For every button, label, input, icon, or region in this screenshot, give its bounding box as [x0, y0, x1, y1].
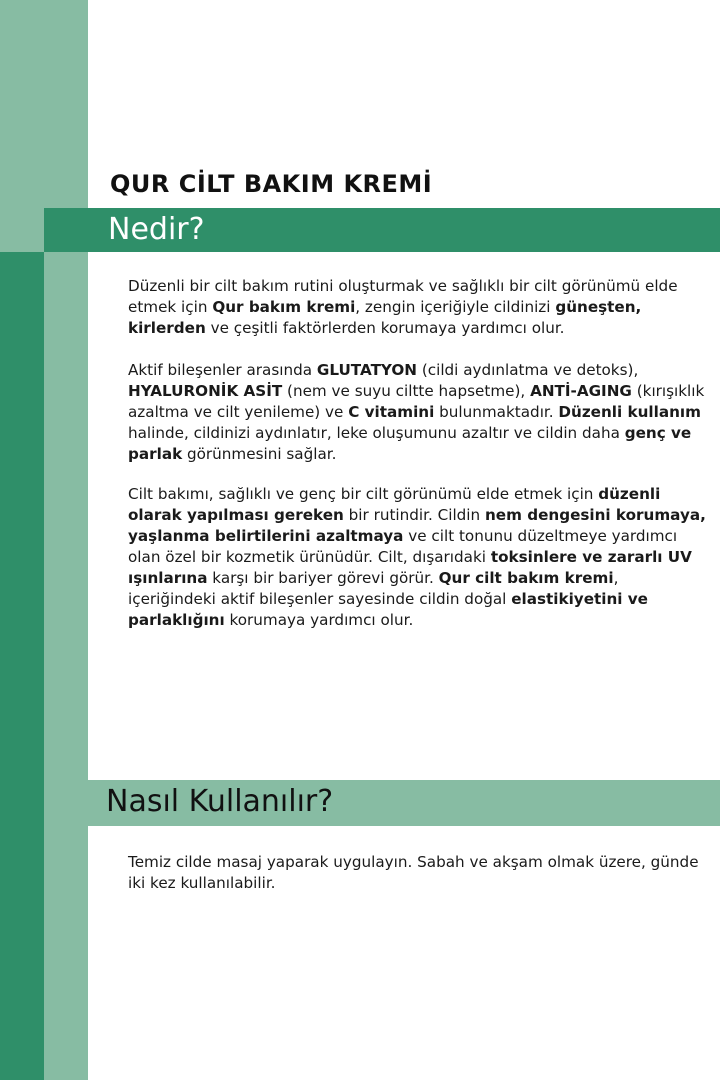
bold-run: düzenli olarak yapılması gereken [128, 485, 661, 524]
text-run: korumaya yardımcı olur. [224, 611, 414, 629]
dark-vertical-band [0, 252, 44, 1080]
text-run: ve cilt tonunu düzeltmeye yardımcı olan özel bir kozmetik ürünüdür. Cilt, dışarıdaki [128, 527, 678, 566]
bold-run: ANTİ-AGING [530, 382, 632, 400]
paragraph-ingredients [128, 360, 706, 465]
text-run: Düzenli bir cilt bakım rutini oluşturmak ve sağlıklı bir cilt görünümü elde etmek için [128, 277, 678, 316]
bold-run: C vitamini [348, 403, 435, 421]
text-run: halinde, cildinizi aydınlatır, leke oluşumunu azaltır ve cildin daha [128, 424, 625, 442]
text-run: Cilt bakımı, sağlıklı ve genç bir cilt görünümü elde etmek için [128, 485, 599, 503]
text-run: (cildi aydınlatma ve detoks), [417, 361, 639, 379]
text-run: , içeriğindeki aktif bileşenler sayesinde cildin doğal [128, 569, 619, 608]
section-heading-nedir: Nedir? [108, 212, 205, 247]
bold-run: güneşten, kirlerden [128, 298, 642, 337]
text-run: görünmesini sağlar. [182, 445, 337, 463]
text-run: (kırışıklık azaltma ve cilt yenileme) ve [128, 382, 705, 421]
bold-run: toksinlere ve zararlı UV ışınlarına [128, 548, 692, 587]
text-run: bir rutindir. Cildin [343, 506, 485, 524]
band-corner [0, 208, 44, 252]
document-title: QUR CİLT BAKIM KREMİ [110, 170, 433, 198]
text-run: karşı bir bariyer görevi görür. [207, 569, 439, 587]
bold-run: nem dengesini korumaya, yaşlanma belirtilerini azaltmaya [128, 506, 706, 545]
bold-run: genç ve parlak [128, 424, 692, 463]
bold-run: Qur cilt bakım kremi [438, 569, 614, 587]
bold-run: HYALURONİK ASİT [128, 382, 283, 400]
paragraph-intro [128, 276, 706, 339]
text-run: bulunmaktadır. [434, 403, 559, 421]
text-run: (nem ve suyu ciltte hapsetme), [282, 382, 531, 400]
text-run: Temiz cilde masaj yaparak uygulayın. Sabah ve akşam olmak üzere, günde iki kez kullanılabilir. [128, 853, 699, 892]
section-heading-usage: Nasıl Kullanılır? [106, 784, 334, 819]
bold-run: elastikiyetini ve parlaklığını [128, 590, 648, 629]
bold-run: Qur bakım kremi [212, 298, 356, 316]
text-run: Aktif bileşenler arasında [128, 361, 317, 379]
bold-run: GLUTATYON [316, 361, 417, 379]
text-run: , zengin içeriğiyle cildinizi [355, 298, 556, 316]
paragraph-skincare [128, 484, 706, 631]
text-run: ve çeşitli faktörlerden korumaya yardımcı olur. [205, 319, 565, 337]
light-vertical-band [44, 252, 88, 1080]
paragraph-usage [128, 852, 706, 894]
bold-run: Düzenli kullanım [558, 403, 701, 421]
